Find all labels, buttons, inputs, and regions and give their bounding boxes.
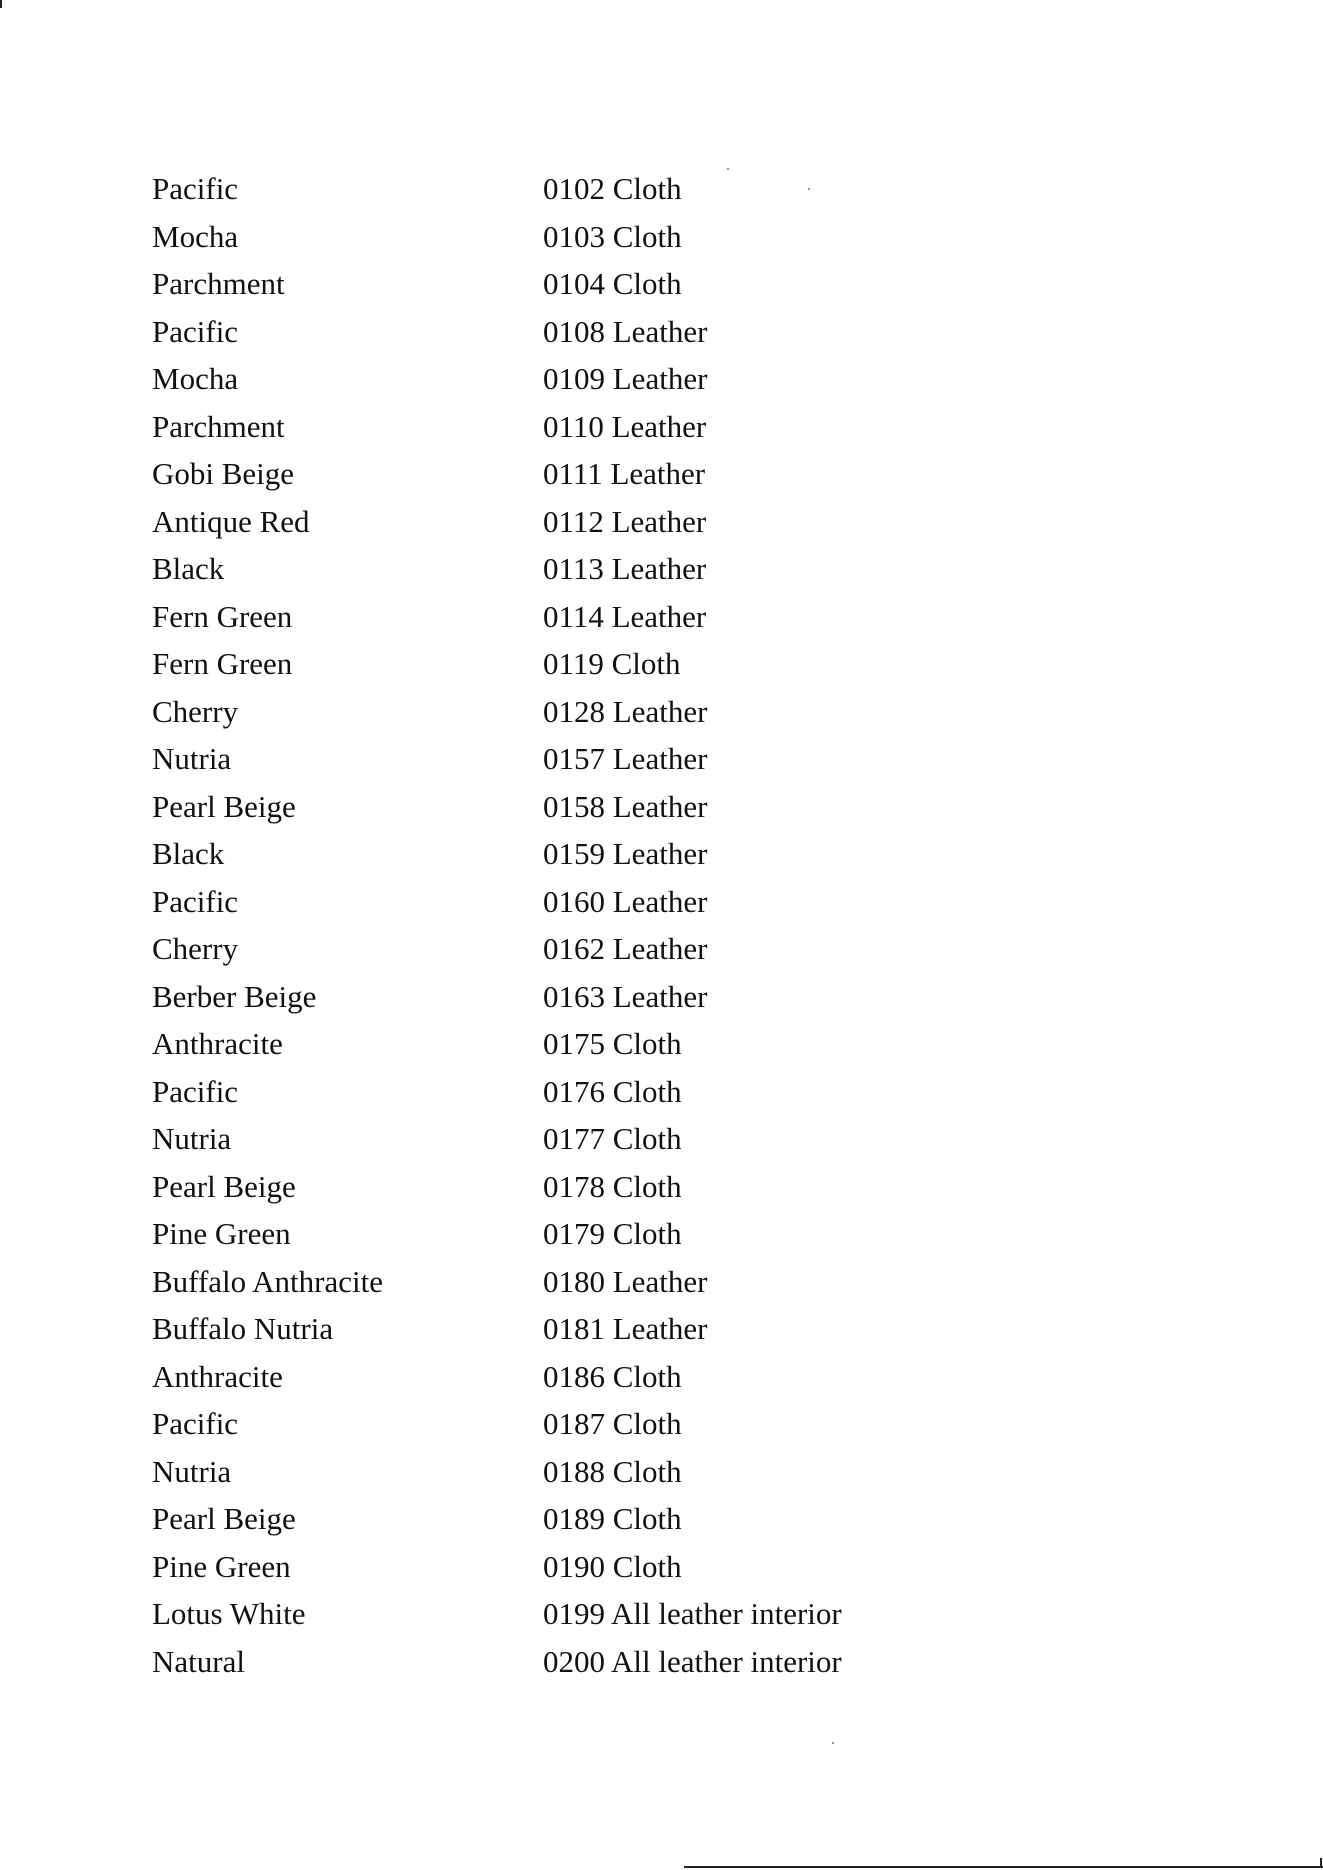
list-item (152, 640, 1052, 688)
color-name: Buffalo Nutria (152, 1311, 334, 1346)
list-item (152, 260, 1052, 308)
color-name: Antique Red (152, 503, 310, 539)
color-name: Pacific (152, 1406, 239, 1441)
color-name: Pearl Beige (152, 788, 296, 824)
list-item (152, 1258, 1052, 1306)
color-name: Pearl Beige (152, 1501, 296, 1536)
code-and-material: 0112 Leather (543, 503, 707, 539)
list-item (152, 1305, 1052, 1353)
color-name: Pacific (152, 171, 239, 206)
code-and-material: 0186 Cloth (543, 1358, 682, 1394)
code-and-material: 0179 Cloth (543, 1216, 682, 1251)
list-item (152, 878, 1052, 926)
code-and-material: 0104 Cloth (543, 266, 682, 301)
list-item (152, 450, 1052, 498)
color-name: Pacific (152, 313, 239, 349)
color-name: Parchment (152, 266, 285, 301)
color-name: Pine Green (152, 1216, 291, 1251)
color-name: Fern Green (152, 598, 293, 634)
code-and-material: 0160 Leather (543, 883, 708, 919)
scan-edge-line-bottom (684, 1866, 1323, 1868)
list-item (152, 1590, 1052, 1638)
list-item (152, 545, 1052, 593)
color-name: Fern Green (152, 646, 293, 681)
color-name: Anthracite (152, 1358, 283, 1394)
color-name: Gobi Beige (152, 456, 295, 491)
code-and-material: 0181 Leather (543, 1311, 708, 1346)
code-and-material: 0108 Leather (543, 313, 708, 349)
list-item (152, 213, 1052, 261)
code-and-material: 0103 Cloth (543, 218, 682, 254)
list-item (152, 1543, 1052, 1591)
list-item (152, 1210, 1052, 1258)
list-item (152, 1068, 1052, 1116)
color-name: Pearl Beige (152, 1168, 296, 1204)
code-and-material: 0162 Leather (543, 931, 708, 966)
color-name: Nutria (152, 741, 232, 776)
code-and-material: 0119 Cloth (543, 646, 681, 681)
code-and-material: 0109 Leather (543, 361, 708, 396)
color-name: Black (152, 551, 225, 586)
color-name: Black (152, 836, 225, 871)
color-name: Anthracite (152, 1026, 283, 1061)
list-item (152, 1115, 1052, 1163)
code-and-material: 0189 Cloth (543, 1501, 682, 1536)
list-item (152, 1400, 1052, 1448)
code-and-material: 0200 All leather interior (543, 1643, 842, 1679)
list-item (152, 973, 1052, 1021)
list-item (152, 735, 1052, 783)
list-item (152, 355, 1052, 403)
code-and-material: 0102 Cloth (543, 171, 682, 206)
list-item (152, 498, 1052, 546)
color-name: Cherry (152, 931, 239, 966)
list-item (152, 1020, 1052, 1068)
code-and-material: 0177 Cloth (543, 1121, 682, 1156)
list-item (152, 1495, 1052, 1543)
scan-speck (832, 1742, 834, 1744)
list-item (152, 403, 1052, 451)
list-item (152, 830, 1052, 878)
color-name: Nutria (152, 1121, 232, 1156)
code-and-material: 0175 Cloth (543, 1026, 682, 1061)
code-and-material: 0111 Leather (543, 456, 706, 491)
list-item (152, 1353, 1052, 1401)
color-name: Lotus White (152, 1596, 306, 1631)
list-item (152, 1163, 1052, 1211)
code-and-material: 0157 Leather (543, 741, 708, 776)
color-name: Natural (152, 1643, 245, 1679)
list-item (152, 925, 1052, 973)
scan-edge-mark (0, 0, 2, 8)
code-and-material: 0159 Leather (543, 836, 708, 871)
code-and-material: 0110 Leather (543, 408, 707, 444)
color-name: Pine Green (152, 1548, 291, 1584)
color-name: Pacific (152, 883, 239, 919)
color-name: Mocha (152, 361, 239, 396)
code-and-material: 0190 Cloth (543, 1548, 682, 1584)
list-item (152, 593, 1052, 641)
color-name: Nutria (152, 1453, 232, 1489)
code-and-material: 0128 Leather (543, 693, 708, 729)
color-name: Buffalo Anthracite (152, 1263, 384, 1299)
color-name: Parchment (152, 408, 285, 444)
color-name: Pacific (152, 1073, 239, 1109)
list-item (152, 1638, 1052, 1686)
list-item (152, 1448, 1052, 1496)
color-name: Berber Beige (152, 978, 317, 1014)
code-and-material: 0180 Leather (543, 1263, 708, 1299)
code-and-material: 0199 All leather interior (543, 1596, 842, 1631)
code-and-material: 0163 Leather (543, 978, 708, 1014)
list-item (152, 165, 1052, 213)
code-and-material: 0187 Cloth (543, 1406, 682, 1441)
code-and-material: 0188 Cloth (543, 1453, 682, 1489)
code-and-material: 0114 Leather (543, 598, 707, 634)
color-name: Cherry (152, 693, 239, 729)
code-and-material: 0113 Leather (543, 551, 707, 586)
color-code-list (152, 165, 1052, 1685)
list-item (152, 688, 1052, 736)
color-name: Mocha (152, 218, 239, 254)
code-and-material: 0158 Leather (543, 788, 708, 824)
code-and-material: 0176 Cloth (543, 1073, 682, 1109)
list-item (152, 783, 1052, 831)
scan-edge-line-right (1320, 1858, 1322, 1868)
code-and-material: 0178 Cloth (543, 1168, 682, 1204)
list-item (152, 308, 1052, 356)
